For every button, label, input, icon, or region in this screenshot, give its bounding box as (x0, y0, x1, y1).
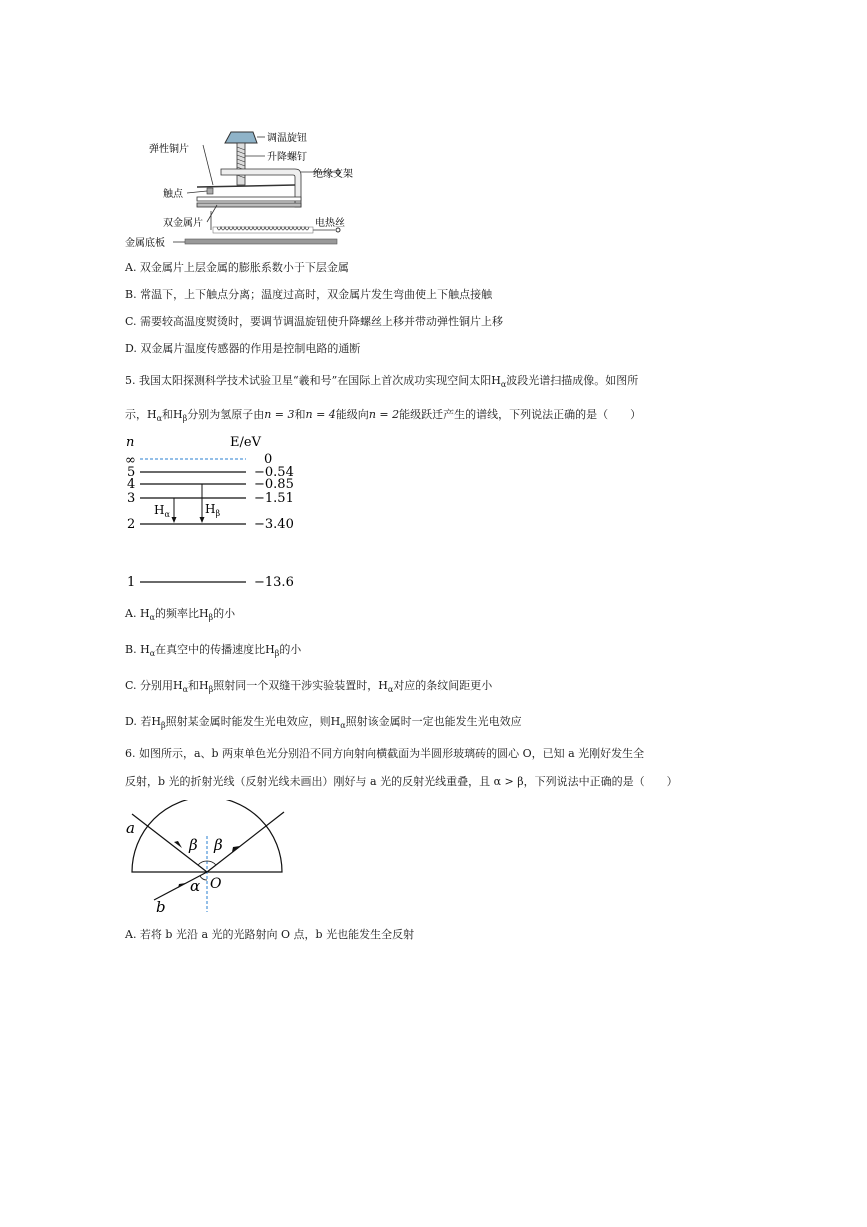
label-a: a (126, 819, 135, 837)
level-n-2: 2 (127, 517, 136, 532)
label-knob: 调温旋钮 (267, 133, 307, 144)
q4-option-b: B. 常温下，上下触点分离；温度过高时，双金属片发生弯曲使上下触点接触 (125, 288, 493, 301)
q5-stem-line1: 5. 我国太阳探测科学技术试验卫星“羲和号”在国际上首次成功实现空间太阳$H_\alpha$波段光谱扫描成像。如图所 (125, 374, 639, 390)
label-copper: 弹性铜片 (149, 144, 189, 155)
level-e-1: −13.6 (254, 575, 294, 590)
q6-stem-line2: 反射，b 光的折射光线（反射光线未画出）刚好与 a 光的反射光线重叠，且 α > β，下列说法中正确的是（ ） (125, 775, 678, 788)
level-e-inf: 0 (264, 452, 273, 467)
label-alpha: α (190, 877, 201, 895)
q5-stem-line2: 示，$H_\alpha$和$H_\beta$分别为氢原子由n = 3和n = 4能级向n = 2能级跃迁产生的谱线，下列说法正确的是（ ） (125, 408, 642, 424)
level-e-4: −0.85 (254, 477, 294, 492)
label-screw: 升降螺钉 (267, 152, 307, 163)
level-n-3: 3 (127, 491, 136, 506)
level-n-inf: ∞ (125, 453, 136, 468)
label-contact: 触点 (163, 189, 183, 200)
q5-option-a: A. $H_\alpha$的频率比$H_\beta$的小 (125, 607, 236, 623)
thermostat-figure (125, 125, 365, 250)
level-e-2: −3.40 (254, 517, 294, 532)
axis-e: E/eV (230, 435, 261, 450)
q6-option-a: A. 若将 b 光沿 a 光的光路射向 O 点，b 光也能发生全反射 (125, 928, 415, 941)
level-n-4: 4 (127, 477, 136, 492)
label-bimetal: 双金属片 (163, 218, 203, 229)
q4-option-a: A. 双金属片上层金属的膨胀系数小于下层金属 (125, 261, 349, 274)
label-h-beta: $H_\beta$ (205, 502, 221, 518)
axis-n: n (126, 435, 135, 450)
q6-stem-line1: 6. 如图所示，a、b 两束单色光分别沿不同方向射向横截面为半圆形玻璃砖的圆心 O，已知 a 光刚好发生全 (125, 747, 645, 760)
label-beta-left: β (189, 836, 198, 854)
energy-level-diagram (122, 432, 322, 597)
q5-option-d: D. 若$H_\beta$照射某金属时能发生光电效应，则$H_\alpha$照射该金属时一定也能发生光电效应 (125, 715, 522, 731)
label-bracket: 绝缘支架 (313, 169, 353, 180)
label-b: b (156, 898, 166, 916)
q5-number: 5. (125, 374, 136, 387)
level-n-5: 5 (127, 465, 136, 480)
label-beta-right: β (214, 836, 223, 854)
level-e-5: −0.54 (254, 465, 294, 480)
q5-option-b: B. $H_\alpha$在真空中的传播速度比$H_\beta$的小 (125, 643, 302, 659)
label-o: O (210, 876, 222, 892)
level-e-3: −1.51 (254, 491, 294, 506)
semicircle-figure (122, 800, 297, 918)
label-heater: 电热丝 (315, 218, 345, 229)
label-h-alpha: $H_\alpha$ (154, 503, 170, 519)
level-n-1: 1 (127, 575, 136, 590)
q5-option-c: C. 分别用$H_\alpha$和$H_\beta$照射同一个双缝干涉实验装置时，$H_\alpha$对应的条纹间距更小 (125, 679, 493, 695)
knob-shape (225, 132, 257, 143)
label-base: 金属底板 (125, 238, 165, 249)
q4-option-d: D. 双金属片温度传感器的作用是控制电路的通断 (125, 342, 361, 355)
q4-option-c: C. 需要较高温度熨烫时，要调节调温旋钮使升降螺丝上移并带动弹性铜片上移 (125, 315, 504, 328)
